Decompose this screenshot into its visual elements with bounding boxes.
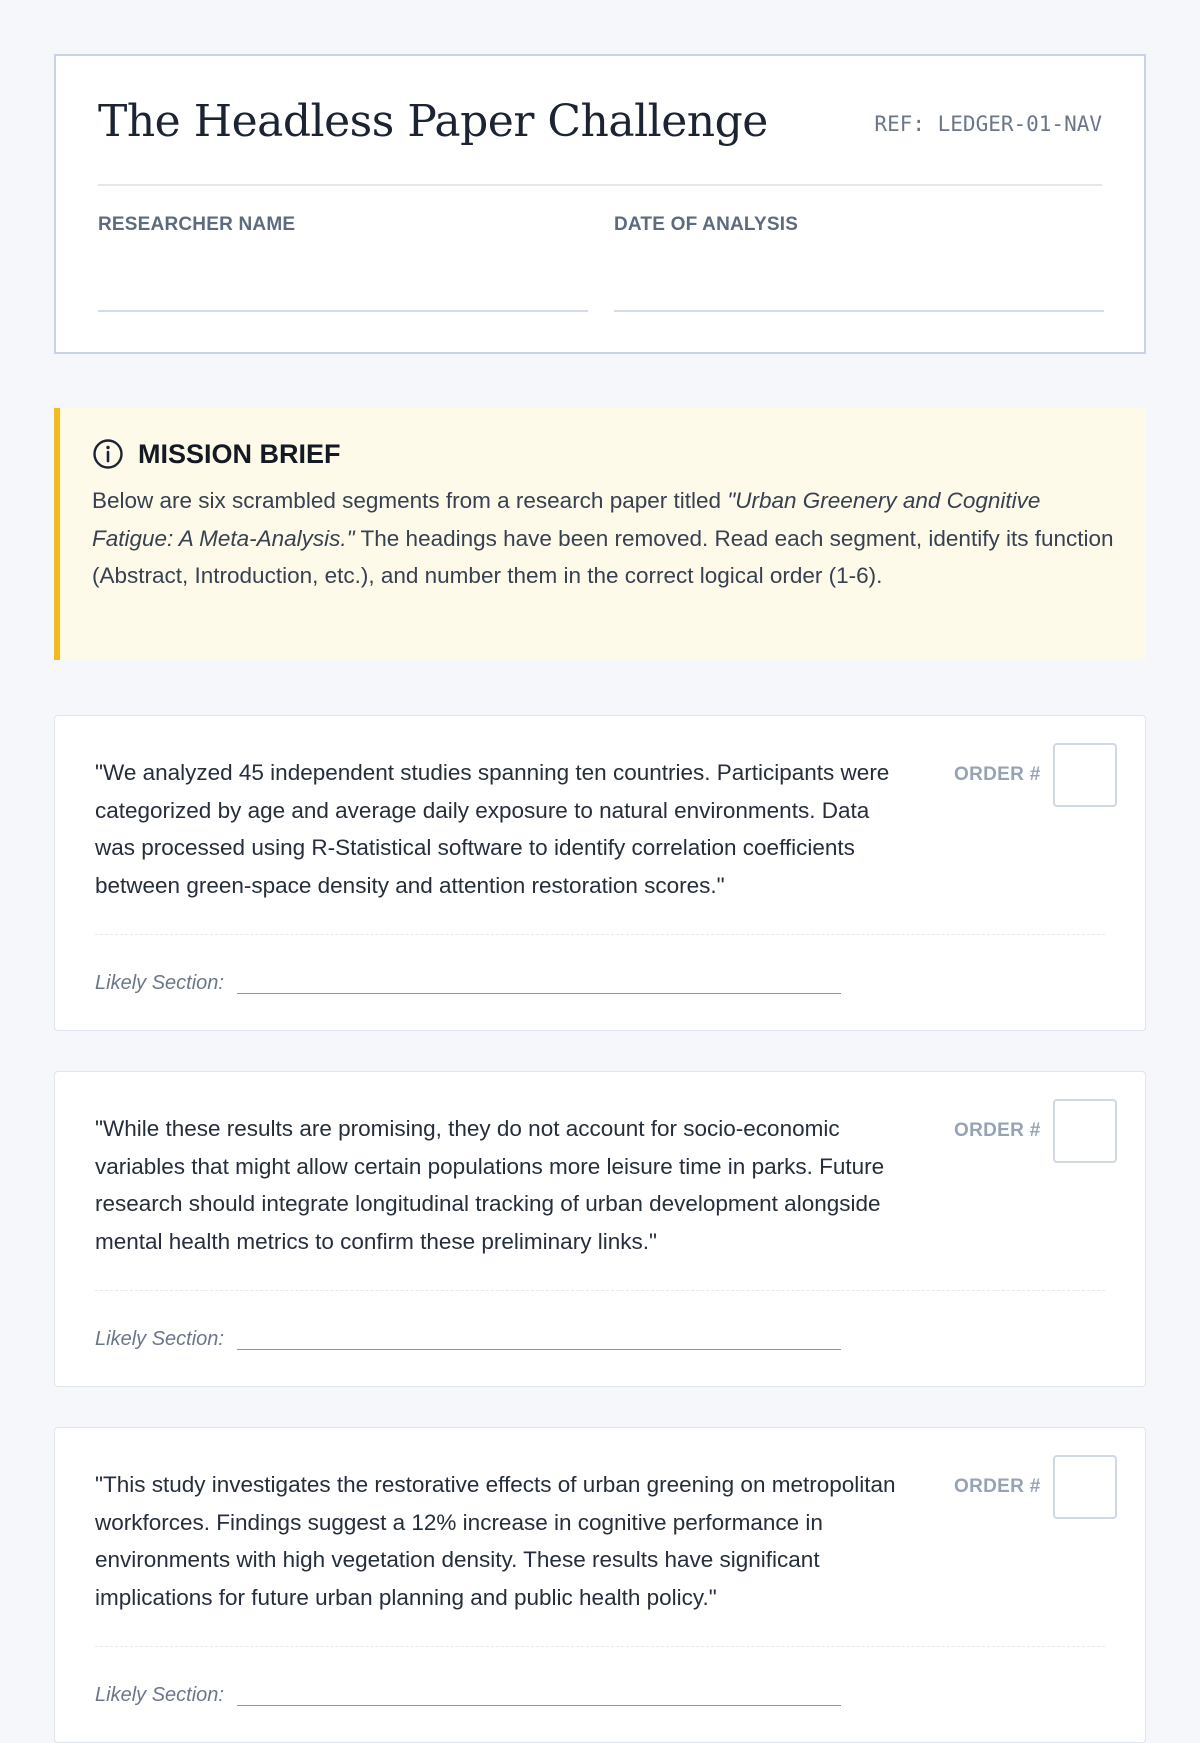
order-label: ORDER #	[954, 764, 1041, 785]
segment-card	[54, 1427, 1146, 1743]
segment-card	[54, 1071, 1146, 1387]
header-card	[54, 54, 1146, 354]
likely-section-input[interactable]	[237, 993, 841, 994]
order-input[interactable]	[1053, 743, 1117, 807]
order-input[interactable]	[1053, 1455, 1117, 1519]
mission-brief	[54, 408, 1146, 660]
header-divider	[98, 184, 1102, 186]
page-title: The Headless Paper Challenge	[98, 96, 768, 147]
date-of-analysis-label: DATE OF ANALYSIS	[614, 214, 799, 235]
info-icon	[92, 438, 124, 470]
segment-text: "While these results are promising, they do not account for socio-economic variables that might allow certain populations more leisure time in parks. Future research should integrate longitudinal tracking of urban development alongside mental health metrics to confirm these preliminary links."	[95, 1116, 885, 1254]
mission-brief-header	[92, 438, 341, 470]
order-label: ORDER #	[954, 1476, 1041, 1497]
brief-text-intro: Below are six scrambled segments from a research paper titled	[92, 488, 728, 513]
date-of-analysis-field[interactable]	[614, 310, 1104, 312]
likely-section-input[interactable]	[237, 1705, 841, 1706]
reference-code: REF: LEDGER-01-NAV	[874, 112, 1102, 136]
order-label: ORDER #	[954, 1120, 1041, 1141]
likely-section-label: Likely Section:	[95, 1328, 224, 1350]
segment-divider	[95, 934, 1105, 935]
likely-section-input[interactable]	[237, 1349, 841, 1350]
researcher-name-field[interactable]	[98, 310, 588, 312]
mission-brief-title: MISSION BRIEF	[138, 438, 341, 469]
order-input[interactable]	[1053, 1099, 1117, 1163]
brief-text-instructions: The headings have been removed. Read each segment, identify its function (Abstract, Introduction, etc.), and number them in the correct logical order (1-6).	[92, 525, 1114, 588]
researcher-name-label: RESEARCHER NAME	[98, 214, 296, 235]
segment-card	[54, 715, 1146, 1031]
likely-section-label: Likely Section:	[95, 972, 224, 994]
segment-text: "This study investigates the restorative effects of urban greening on metropolitan workforces. Findings suggest a 12% increase in cognitive performance in environments with high vegetation density. These results have significant implications for future urban planning and public health policy."	[95, 1472, 896, 1610]
segment-divider	[95, 1290, 1105, 1291]
likely-section-label: Likely Section:	[95, 1684, 224, 1706]
paper-title: "Urban Greenery and Cognitive Fatigue: A Meta-Analysis."	[92, 488, 1041, 551]
segment-divider	[95, 1646, 1105, 1647]
mission-brief-text	[92, 482, 1122, 595]
segment-text: "We analyzed 45 independent studies spanning ten countries. Participants were categorized by age and average daily exposure to natural environments. Data was processed using R-Statistical software to identify correlation coefficients between green-space density and attention restoration scores."	[95, 760, 890, 898]
